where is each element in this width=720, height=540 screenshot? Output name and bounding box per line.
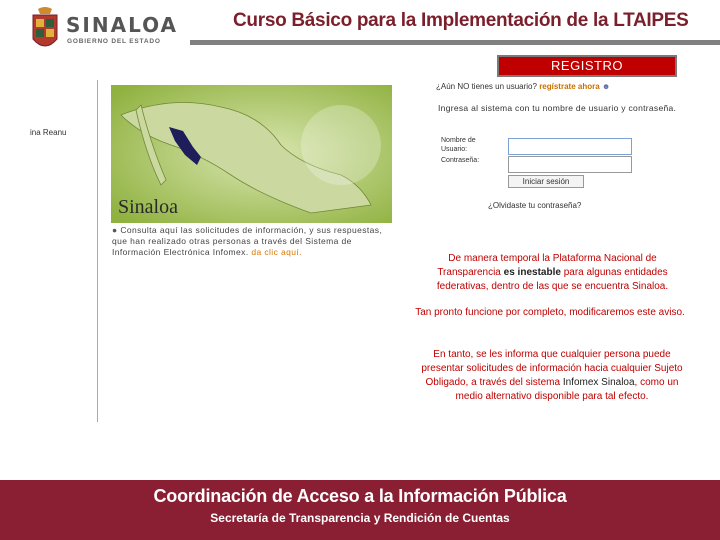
consult-description <box>112 225 394 257</box>
notice-emphasis: Infomex Sinaloa <box>562 377 635 388</box>
bullet-icon: ● <box>112 225 118 235</box>
notice-text: En tanto, se les informa que cualquier persona puede presentar solicitudes de información hacia cualquier Sujeto Obligado, a través del sistema <box>421 349 683 388</box>
registro-button[interactable]: REGISTRO <box>497 55 677 77</box>
logo-title: SINALOA <box>66 13 179 37</box>
sidebar-link[interactable]: ina Reanu <box>30 128 67 137</box>
footer-title: Coordinación de Acceso a la Información Pública <box>153 486 567 506</box>
footer-subtitle: Secretaría de Transparencia y Rendición de Cuentas <box>210 511 510 525</box>
forgot-password-link[interactable]: ¿Olvidaste tu contraseña? <box>488 201 582 210</box>
page-title: Curso Básico para la Implementación de la LTAIPES <box>233 10 689 31</box>
consult-link[interactable]: da clic aquí. <box>251 246 302 257</box>
panel-divider <box>97 80 98 422</box>
notice-text: De manera temporal la Plataforma Nacional de Transparencia <box>437 253 657 278</box>
notice-text: para algunas entidades federativas, dentro de las que se encuentra Sinaloa. <box>436 267 669 292</box>
title-divider <box>190 40 720 45</box>
logo-subtitle: GOBIERNO DEL ESTADO <box>67 38 161 45</box>
password-label: Contraseña: <box>441 157 480 164</box>
register-prompt <box>436 82 668 91</box>
register-link[interactable]: regístrate ahora <box>539 82 600 91</box>
notice-paragraph-1 <box>420 252 685 294</box>
notice-text: , como un medio alternativo disponible para tal efecto. <box>455 377 679 402</box>
notice-emphasis: es inestable <box>503 267 561 278</box>
login-button[interactable]: Iniciar sesión <box>508 175 584 188</box>
map-label: Sinaloa <box>118 196 178 218</box>
username-input[interactable] <box>508 138 632 155</box>
user-add-icon: ☻ <box>601 82 611 91</box>
notice-paragraph-3 <box>417 348 687 404</box>
login-instructions: Ingresa al sistema con tu nombre de usuario y contraseña. <box>438 103 677 113</box>
coat-of-arms-icon <box>30 5 60 55</box>
sinaloa-logo <box>30 5 179 55</box>
username-label: Nombre de Usuario: <box>441 137 476 153</box>
consult-text: Consulta aquí las solicitudes de información, y sus respuestas, que han realizado otras personas a través del Sistema de Información Electrónica Infomex. <box>112 225 383 257</box>
password-input[interactable] <box>508 156 632 173</box>
notice-paragraph-2: Tan pronto funcione por completo, modificaremos este aviso. <box>415 307 685 318</box>
register-prompt-text: ¿Aún NO tienes un usuario? <box>436 82 537 91</box>
